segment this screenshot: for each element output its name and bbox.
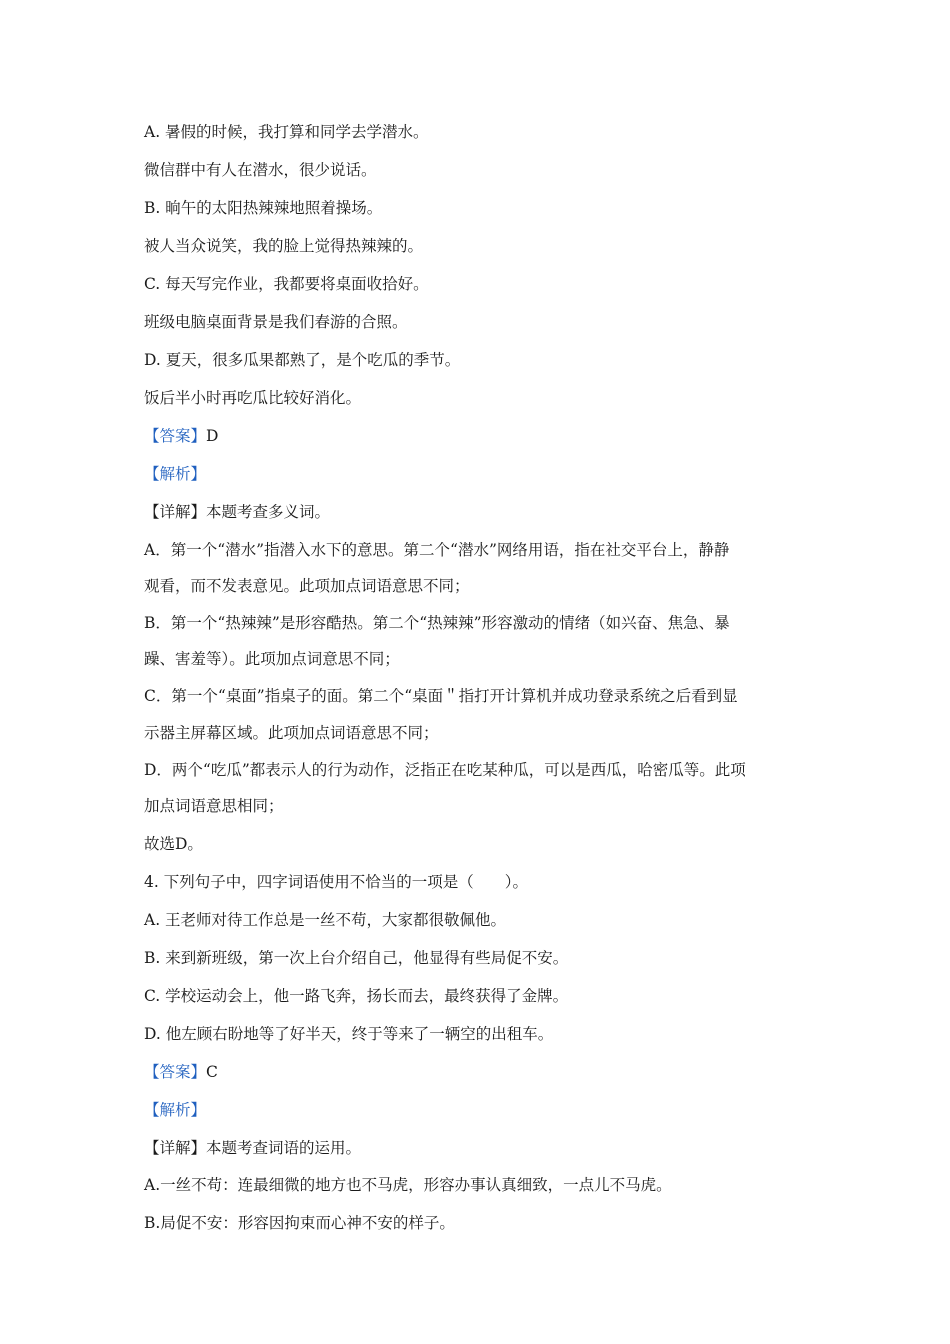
text-line: A.一丝不苟：连最细微的地方也不马虎，形容办事认真细致，一点儿不马虎。 — [144, 1176, 672, 1194]
text-line: C. 学校运动会上，他一路飞奔，扬长而去，最终获得了金牌。 — [144, 987, 569, 1005]
text-line: A. 王老师对待工作总是一丝不苟，大家都很敬佩他。 — [144, 911, 507, 929]
text-line: 躁、害羞等）。此项加点词意思不同； — [144, 650, 400, 668]
text-line: 被人当众说笑，我的脸上觉得热辣辣的。 — [144, 237, 424, 255]
text-line: C．第一个“桌面”指桌子的面。第二个“桌面＂指打开计算机并成功登录系统之后看到显 — [144, 687, 738, 705]
answer-line — [144, 425, 218, 447]
text-line: 班级电脑桌面背景是我们春游的合照。 — [144, 313, 408, 331]
answer-line — [144, 1061, 218, 1083]
text-line: D．两个“吃瓜”都表示人的行为动作，泛指正在吃某种瓜，可以是西瓜，哈密瓜等。此项 — [144, 761, 746, 779]
answer-label: 【答案】 — [144, 1063, 207, 1081]
answer-value: D — [206, 427, 219, 445]
text-line: D. 夏天，很多瓜果都熟了，是个吃瓜的季节。 — [144, 351, 461, 369]
text-line: A. 暑假的时候，我打算和同学去学潜水。 — [144, 123, 429, 141]
text-line: C. 每天写完作业，我都要将桌面收拾好。 — [144, 275, 429, 293]
text-line: B. 晌午的太阳热辣辣地照着操场。 — [144, 199, 383, 217]
analysis-label: 【解析】 — [144, 1101, 207, 1119]
text-line: 加点词语意思相同； — [144, 797, 284, 815]
question-title: 4. 下列句子中，四字词语使用不恰当的一项是（ ）。 — [144, 873, 528, 891]
text-line: B.局促不安：形容因拘束而心神不安的样子。 — [144, 1214, 455, 1232]
text-line: 微信群中有人在潜水，很少说话。 — [144, 161, 377, 179]
text-line: B．第一个“热辣辣”是形容酷热。第二个“热辣辣”形容激动的情绪（如兴奋、焦急、暴 — [144, 614, 730, 632]
text-line: 【详解】本题考查多义词。 — [144, 503, 331, 521]
text-line: 饭后半小时再吃瓜比较好消化。 — [144, 389, 362, 407]
text-line: A．第一个“潜水”指潜入水下的意思。第二个“潜水”网络用语，指在社交平台上，静静 — [144, 541, 730, 559]
text-line: 【详解】本题考查词语的运用。 — [144, 1139, 362, 1157]
text-line: D. 他左顾右盼地等了好半天，终于等来了一辆空的出租车。 — [144, 1025, 554, 1043]
answer-label: 【答案】 — [144, 427, 207, 445]
text-line: B. 来到新班级，第一次上台介绍自己，他显得有些局促不安。 — [144, 949, 569, 967]
analysis-label: 【解析】 — [144, 465, 207, 483]
text-line: 观看，而不发表意见。此项加点词语意思不同； — [144, 577, 470, 595]
text-line: 示器主屏幕区域。此项加点词语意思不同； — [144, 724, 439, 742]
text-line: 故选D。 — [144, 835, 203, 853]
answer-value: C — [206, 1063, 218, 1081]
